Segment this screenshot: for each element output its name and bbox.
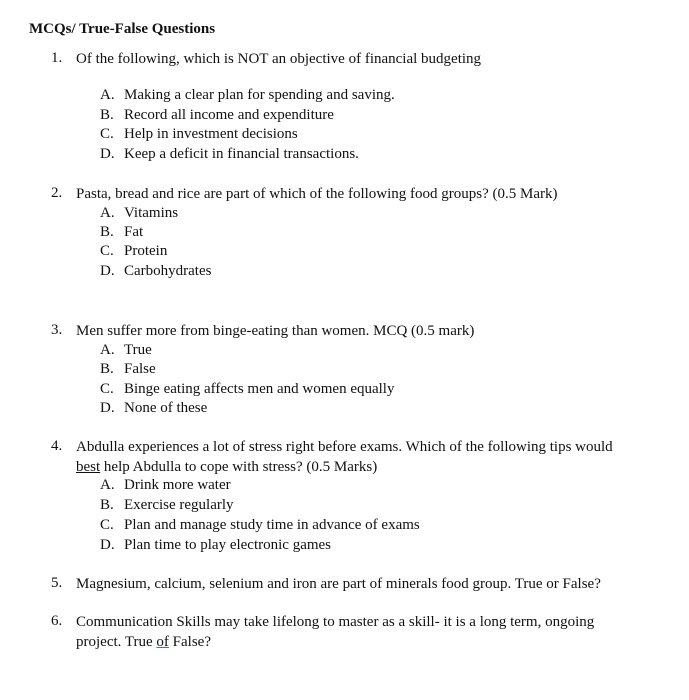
- emphasis-underline: best: [76, 459, 101, 475]
- option-b: B. Record all income and expenditure: [100, 107, 334, 123]
- option-a: A. Making a clear plan for spending and saving.: [100, 87, 395, 103]
- option-d: D. None of these: [100, 400, 208, 416]
- option-c: C. Binge eating affects men and women equally: [100, 381, 395, 397]
- question-text-line-2: project. True of False?: [76, 634, 211, 650]
- question-text: Magnesium, calcium, selenium and iron are part of minerals food group. True or False?: [76, 576, 601, 592]
- option-b: B. Fat: [100, 224, 144, 240]
- question-number: 3.: [51, 322, 63, 338]
- option-a: A. True: [100, 342, 152, 358]
- option-b: B. False: [100, 361, 156, 377]
- option-c: C. Plan and manage study time in advance of exams: [100, 517, 420, 533]
- question-text-line-1: Abdulla experiences a lot of stress right before exams. Which of the following tips would: [76, 439, 613, 455]
- option-d: D. Carbohydrates: [100, 263, 212, 279]
- option-d: D. Plan time to play electronic games: [100, 537, 332, 553]
- option-b: B. Exercise regularly: [100, 497, 234, 513]
- question-number: 2.: [51, 185, 63, 201]
- option-a: A. Vitamins: [100, 205, 179, 221]
- question-number: 5.: [51, 575, 63, 591]
- spellcheck-underline: of: [156, 634, 169, 650]
- question-text: Pasta, bread and rice are part of which of the following food groups? (0.5 Mark): [76, 186, 558, 202]
- question-text-line-1: Communication Skills may take lifelong to master as a skill- it is a long term, ongoing: [76, 614, 595, 630]
- page-title: MCQs/ True-False Questions: [29, 21, 216, 37]
- question-text: Of the following, which is NOT an objective of financial budgeting: [76, 51, 482, 67]
- question-text-line-2: best help Abdulla to cope with stress? (0.5 Marks): [76, 459, 378, 475]
- question-number: 6.: [51, 613, 63, 629]
- question-text: Men suffer more from binge-eating than women. MCQ (0.5 mark): [76, 323, 475, 339]
- option-a: A. Drink more water: [100, 477, 231, 493]
- option-c: C. Protein: [100, 243, 168, 259]
- question-number: 1.: [51, 50, 63, 66]
- option-d: D. Keep a deficit in financial transactions.: [100, 146, 359, 162]
- option-c: C. Help in investment decisions: [100, 126, 298, 142]
- question-number: 4.: [51, 438, 63, 454]
